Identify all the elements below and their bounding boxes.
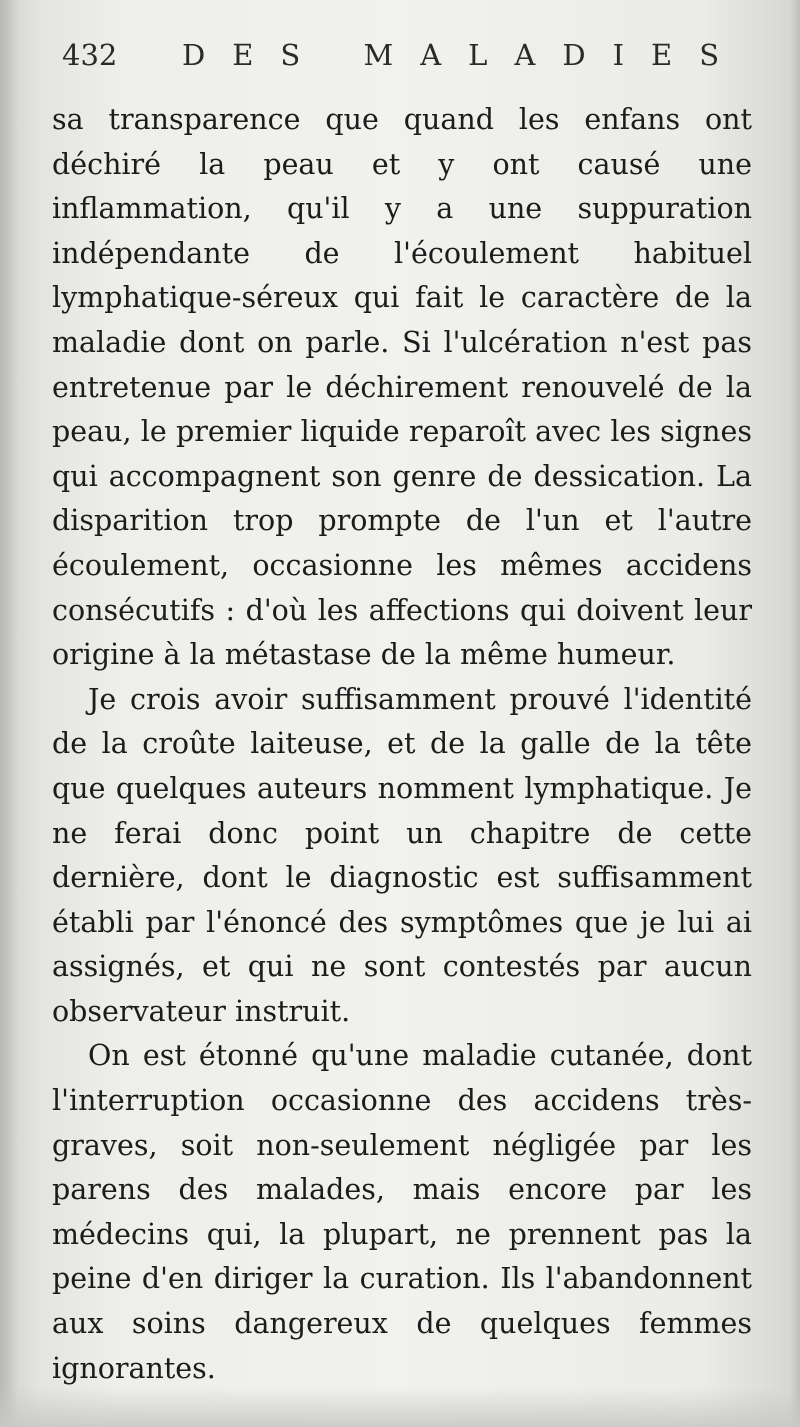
running-head [62, 38, 762, 82]
page-number: 432 [62, 38, 118, 72]
body-text [52, 98, 752, 1391]
paragraph-continuation: sa transparence que quand les enfans ont déchiré la peau et y ont causé une inflammation, qu'il y a une suppuration indépendante de l'écoulement habituel lymphatique-séreux qui fait le caractère de la maladie dont on parle. Si l'ulcération n'est pas entretenue par le déchirement renouvelé de la peau, le premier liquide reparoît avec les signes qui accompagnent son genre de dessication. La disparition trop prompte de l'un et l'autre écoulement, occasionne les mêmes accidens consécutifs : d'où les affections qui doivent leur origine à la métastase de la même humeur. [52, 103, 752, 672]
running-title: DES MALADIES [182, 38, 747, 72]
page-edge-shadow [0, 0, 18, 1427]
paragraph-identity: Je crois avoir suffisamment prouvé l'identité de la croûte laiteuse, et de la galle de la tête que quelques auteurs nomment lymphatique. Je ne ferai donc point un chapitre de cette dernière, dont le diagnostic est suffisamment établi par l'énoncé des symptômes que je lui ai assignés, et qui ne sont contestés par aucun observateur instruit. [52, 682, 752, 1028]
paragraph-negligence: On est étonné qu'une maladie cutanée, dont l'interruption occasionne des accidens très-graves, soit non-seulement négligée par les parens des malades, mais encore par les médecins qui, la plupart, ne prennent pas la peine d'en diriger la curation. Ils l'abandonnent aux soins dangereux de quelques femmes ignorantes. [52, 1039, 752, 1385]
page-bottom-shadow [0, 1387, 800, 1427]
